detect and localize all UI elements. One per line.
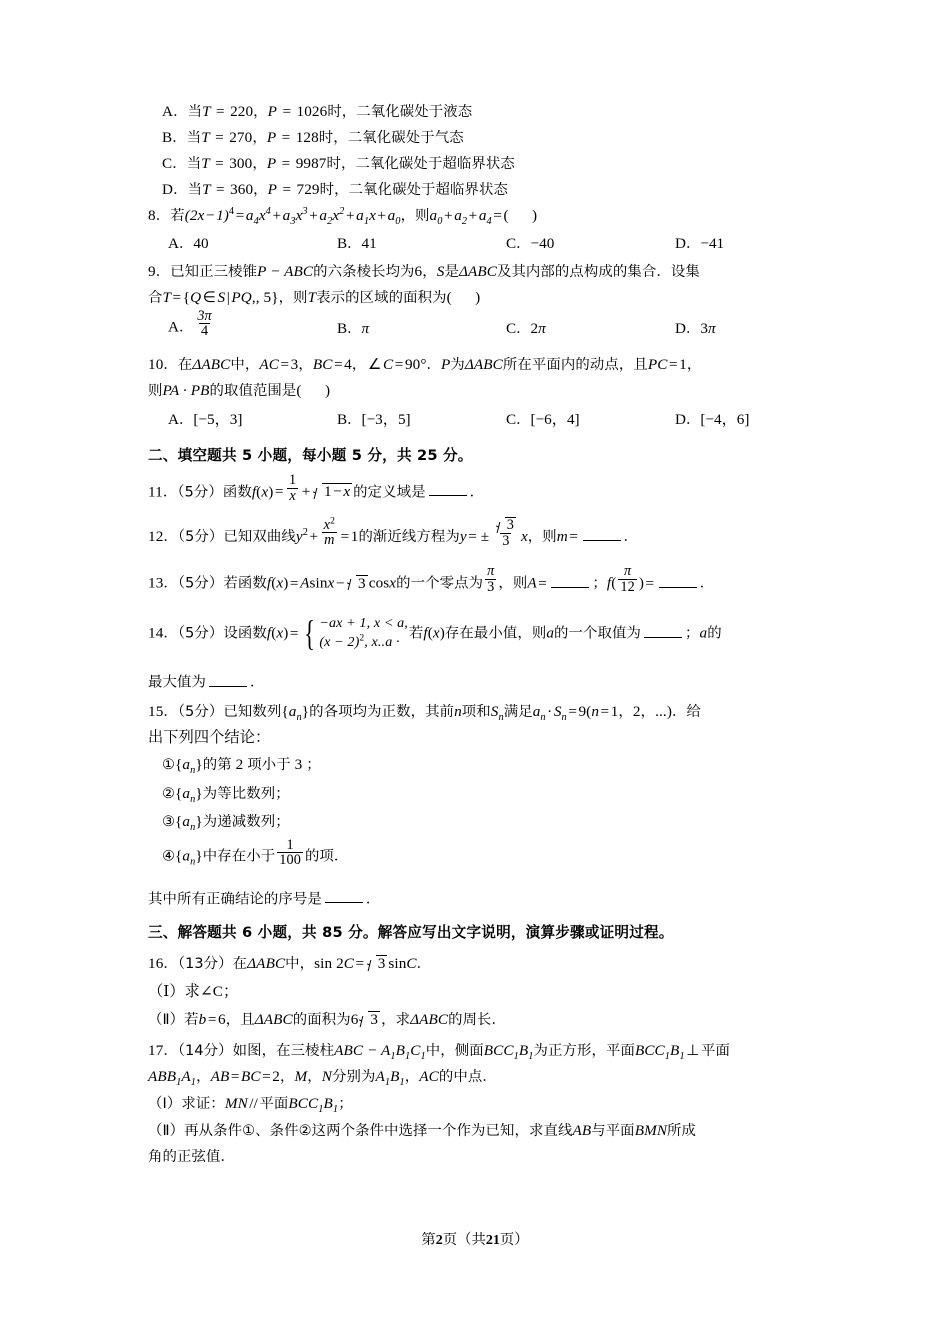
q15-line2: 出下列四个结论： <box>148 729 271 747</box>
q14-line1: 14．（5分）设函数f(x)= { −ax + 1, x < a, $(x - 2)^2$, x..a · 若f(x)存在最小值，则a的一个取值为 ；a的 <box>148 613 722 654</box>
q9-choice-c[interactable]: C．2π <box>506 320 546 338</box>
q10-choice-c[interactable]: C．[−6，4] <box>506 410 580 428</box>
q10-stem-line2: 则PA · PB的取值范围是( ) <box>148 382 331 400</box>
q15-number: 15 <box>148 703 164 721</box>
footer-prefix: 第 <box>421 1232 436 1248</box>
q8-number: 8 <box>148 206 156 224</box>
q15-conclusion-4: $④\{a_n\}$中存在小于 $\frac{1}{100}$ 的项． <box>162 836 349 869</box>
q15-conclusion-3: $③\{a_n\}$为递减数列； <box>162 813 290 834</box>
q15-conclusion-1: $①\{a_n\}$的第 2 项小于 3 ； <box>162 756 321 777</box>
q10-choice-d[interactable]: D．[−4，6] <box>675 410 750 428</box>
q12-answer-blank[interactable] <box>583 526 621 541</box>
q9-choice-d[interactable]: D．3π <box>675 320 716 338</box>
q7-choice-d: D．当T = 360，P = 729时，二氧化碳处于超临界状态 <box>162 180 509 198</box>
q10-choices <box>148 408 812 429</box>
q12: 12．（5分）已知双曲线$y^2+$ $\frac{x^2}{m}$ =1的渐近线方程为y= ± $\frac{3}{3}$ x，则m= ． <box>148 515 639 549</box>
q15-answer-blank[interactable] <box>325 888 363 903</box>
q17-part-2-line1: （Ⅱ）再从条件①、条件②这两个条件中选择一个作为已知，求直线AB与平面BMN所成 <box>148 1122 697 1140</box>
q14-line2: 最大值为 ． <box>148 671 812 690</box>
q14-answer-blank-b[interactable] <box>209 671 247 686</box>
footer-page-number: 2 <box>435 1233 443 1248</box>
q11-number: 11 <box>148 483 163 501</box>
q9-choice-a[interactable]: A． $\frac{3\pi}{4}$ <box>168 307 212 340</box>
q10-choice-a[interactable]: A．[−5，3] <box>168 410 243 428</box>
q9-choices <box>148 307 812 343</box>
q17-line2: $ABB_1A_1$，AB=BC=2，M，N分别为$A_1B_1$，AC的中点． <box>148 1068 497 1089</box>
footer-total-pages: 21 <box>485 1233 500 1248</box>
page-content <box>148 104 812 1175</box>
footer-mid: 页（共 <box>442 1232 486 1248</box>
q11-answer-blank[interactable] <box>429 481 467 496</box>
q9-choice-b[interactable]: B．π <box>337 320 370 338</box>
q8-stem: 8．若$(2x-1)^4=a_4x^4+a_3x^3+a_2x^2+a_1x+a_0$，则$a_0+a_2+a_4=$( ) <box>148 205 538 227</box>
q7-choice-b: B．当T = 270，P = 128时，二氧化碳处于气态 <box>162 128 464 146</box>
footer-suffix: 页） <box>499 1232 529 1248</box>
q8-choice-c[interactable]: C．−40 <box>506 235 555 253</box>
q15-line1: 15．（5分）已知数列$\{a_n\}$的各项均为正数，其前n项和$S_n$满足$a_n\cdot S_n=9(n=1$，2，...)．给 <box>148 703 701 724</box>
q17-line1: 17．（14分）如图，在三棱柱ABC − $A_1B_1C_1$中，侧面$BCC_1B_1$为正方形，平面$BCC_1B_1\perp$ 平面 <box>148 1042 731 1063</box>
q12-number: 12 <box>148 527 164 545</box>
q8-choices <box>148 232 812 253</box>
q15-conclusion-2: $②\{a_n\}$为等比数列； <box>162 784 290 805</box>
q17-part-2-line2: 角的正弦值． <box>148 1149 235 1166</box>
q16-stem: 16．（13分）在ΔABC中，sin 2C= 3 sinC． <box>148 955 432 973</box>
q11: 11．（5分）函数f(x)= $\frac{1}{x}$ + 1−x 的定义域是 ． <box>148 472 485 504</box>
q17-number: 17 <box>148 1042 164 1060</box>
section-2-heading: 二、填空题共 5 小题，每小题 5 分，共 25 分。 <box>148 446 473 464</box>
q15-final-line: 其中所有正确结论的序号是 ． <box>148 888 812 907</box>
q17-part-1: （Ⅰ）求证：MN// 平面$BCC_1B_1$； <box>148 1094 353 1115</box>
q10-choice-b[interactable]: B．[−3，5] <box>337 410 411 428</box>
q13-answer-blank-a[interactable] <box>551 572 589 587</box>
q10-stem-line1: 10．在ΔABC中，AC=3，BC=4，∠C=90°．P为ΔABC所在平面内的动点，且PC=1， <box>148 356 702 374</box>
q8-choice-d[interactable]: D．−41 <box>675 235 725 253</box>
q7-choice-a: A．当T = 220，P = 1026时，二氧化碳处于液态 <box>162 103 473 120</box>
q16-number: 16 <box>148 955 164 973</box>
q16-part-2: （Ⅱ）若b=6，且ΔABC的面积为6 3 ，求ΔABC的周长． <box>148 1011 507 1029</box>
q8-choice-b[interactable]: B．41 <box>337 235 377 253</box>
q13: 13．（5分）若函数f(x)=Asinx− 3 cosx的一个零点为 $\frac{\pi}{3}$ ，则A= ；f( $\frac{\pi}{12}$ )= ． <box>148 563 715 596</box>
q9-stem-line2: 合T={Q∈S|PQ,, 5}，则T表示的区域的面积为( ) <box>148 288 481 306</box>
q7-choice-a-text: ．当 <box>173 104 203 120</box>
q10-number: 10 <box>148 356 164 374</box>
q9-number: 9 <box>148 263 156 281</box>
q13-number: 13 <box>148 574 164 592</box>
q8-choice-a[interactable]: A．40 <box>168 235 209 253</box>
q9-stem-line1: 9．已知正三棱锥P − ABC的六条棱长均为6，S是ΔABC及其内部的点构成的集合．设集 <box>148 263 700 281</box>
q14-number: 14 <box>148 624 164 642</box>
section-3-heading: 三、解答题共 6 小题，共 85 分。解答应写出文字说明，演算步骤或证明过程。 <box>148 924 674 942</box>
page-footer <box>0 1228 950 1249</box>
q7-choice-c: C．当T = 300，P = 9987时，二氧化碳处于超临界状态 <box>162 154 515 172</box>
q14-answer-blank-a[interactable] <box>644 622 682 637</box>
q16-part-1: （Ⅰ）求∠C； <box>148 982 239 1000</box>
q13-answer-blank-b[interactable] <box>659 572 697 587</box>
